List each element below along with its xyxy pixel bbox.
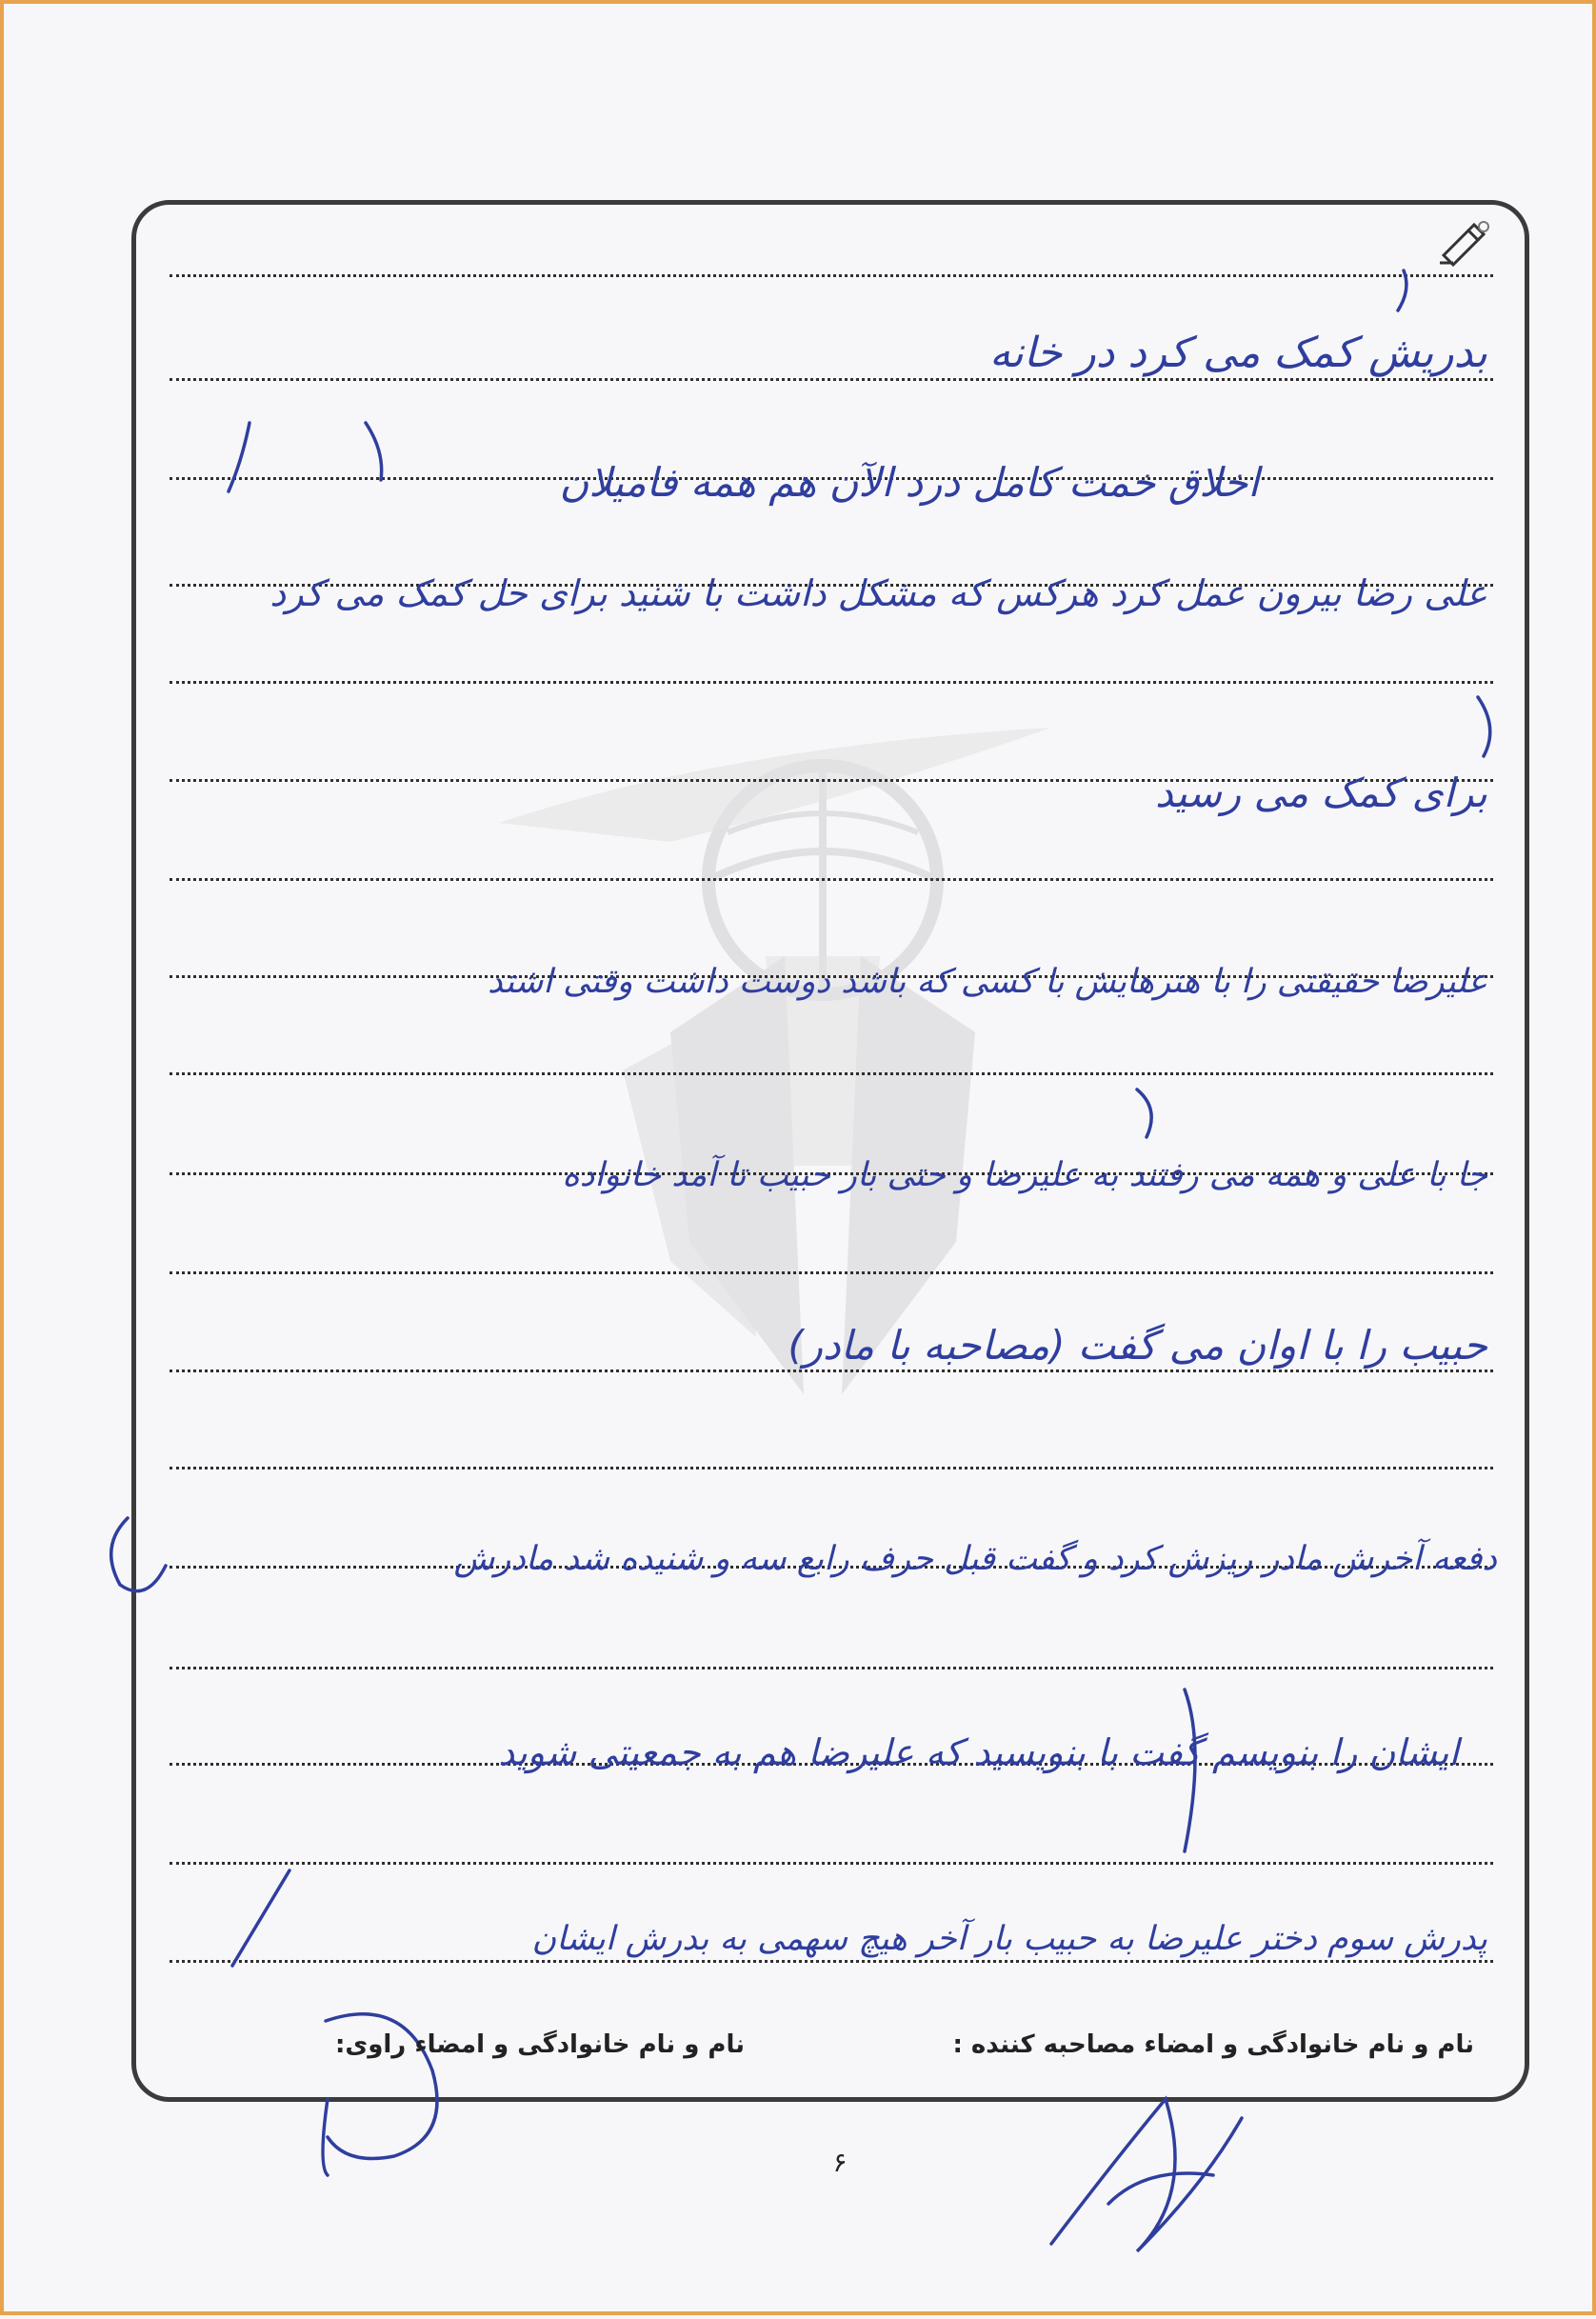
handwritten-line: حبیب را با اوان می گفت (مصاحبه با مادر) — [788, 1322, 1487, 1369]
handwritten-line: اخلاق خمت کامل درد الآن هم همه فامیلان — [559, 459, 1259, 506]
dotted-line — [170, 1072, 1493, 1075]
page-number: ۶ — [832, 2147, 848, 2178]
dotted-line — [170, 1960, 1493, 1963]
dotted-line — [170, 378, 1493, 381]
dotted-line — [170, 274, 1493, 277]
dotted-line — [170, 1369, 1493, 1372]
handwritten-line: علی رضا بیرون عمل کرد هرکس که مشکل داشت با شنید برای حل کمک می کرد — [269, 572, 1487, 614]
handwritten-line: برای کمک می رسید — [1154, 770, 1487, 816]
dotted-line — [170, 681, 1493, 684]
dotted-line — [170, 1667, 1493, 1669]
handwritten-line: دفعه آخرش مادر ریزش کرد و گفت قبل حرف رابع سه و شنیده شد مادرش — [453, 1540, 1497, 1578]
handwritten-line: پدرش سوم دختر علیرضا به حبیب بار آخر هیچ سهمی به بدرش ایشان — [531, 1920, 1487, 1958]
narrator-signature-label: نام و نام خانوادگی و امضاء راوی: — [335, 2030, 745, 2059]
dotted-line — [170, 1467, 1493, 1469]
dotted-line — [170, 1862, 1493, 1865]
interviewer-signature-label: نام و نام خانوادگی و امضاء مصاحبه کننده : — [952, 2030, 1474, 2059]
handwritten-line: جا با علی و همه می رفتند به علیرضا و حتی بار حبیب تا آمد خانواده — [562, 1156, 1487, 1194]
handwritten-line: ایشان را بنویسم گفت با بنویسید که علیرضا هم به جمعیتی شوید — [498, 1731, 1459, 1773]
pen-writing-icon — [1436, 219, 1493, 267]
dotted-line — [170, 878, 1493, 881]
dotted-line — [170, 1271, 1493, 1274]
handwritten-line: بدریش کمک می کرد در خانه — [989, 329, 1487, 377]
handwritten-line: علیرضا حقیقتی را با هنرهایش با کسی که باشد دوست داشت وقتی اشتد — [488, 963, 1487, 1001]
